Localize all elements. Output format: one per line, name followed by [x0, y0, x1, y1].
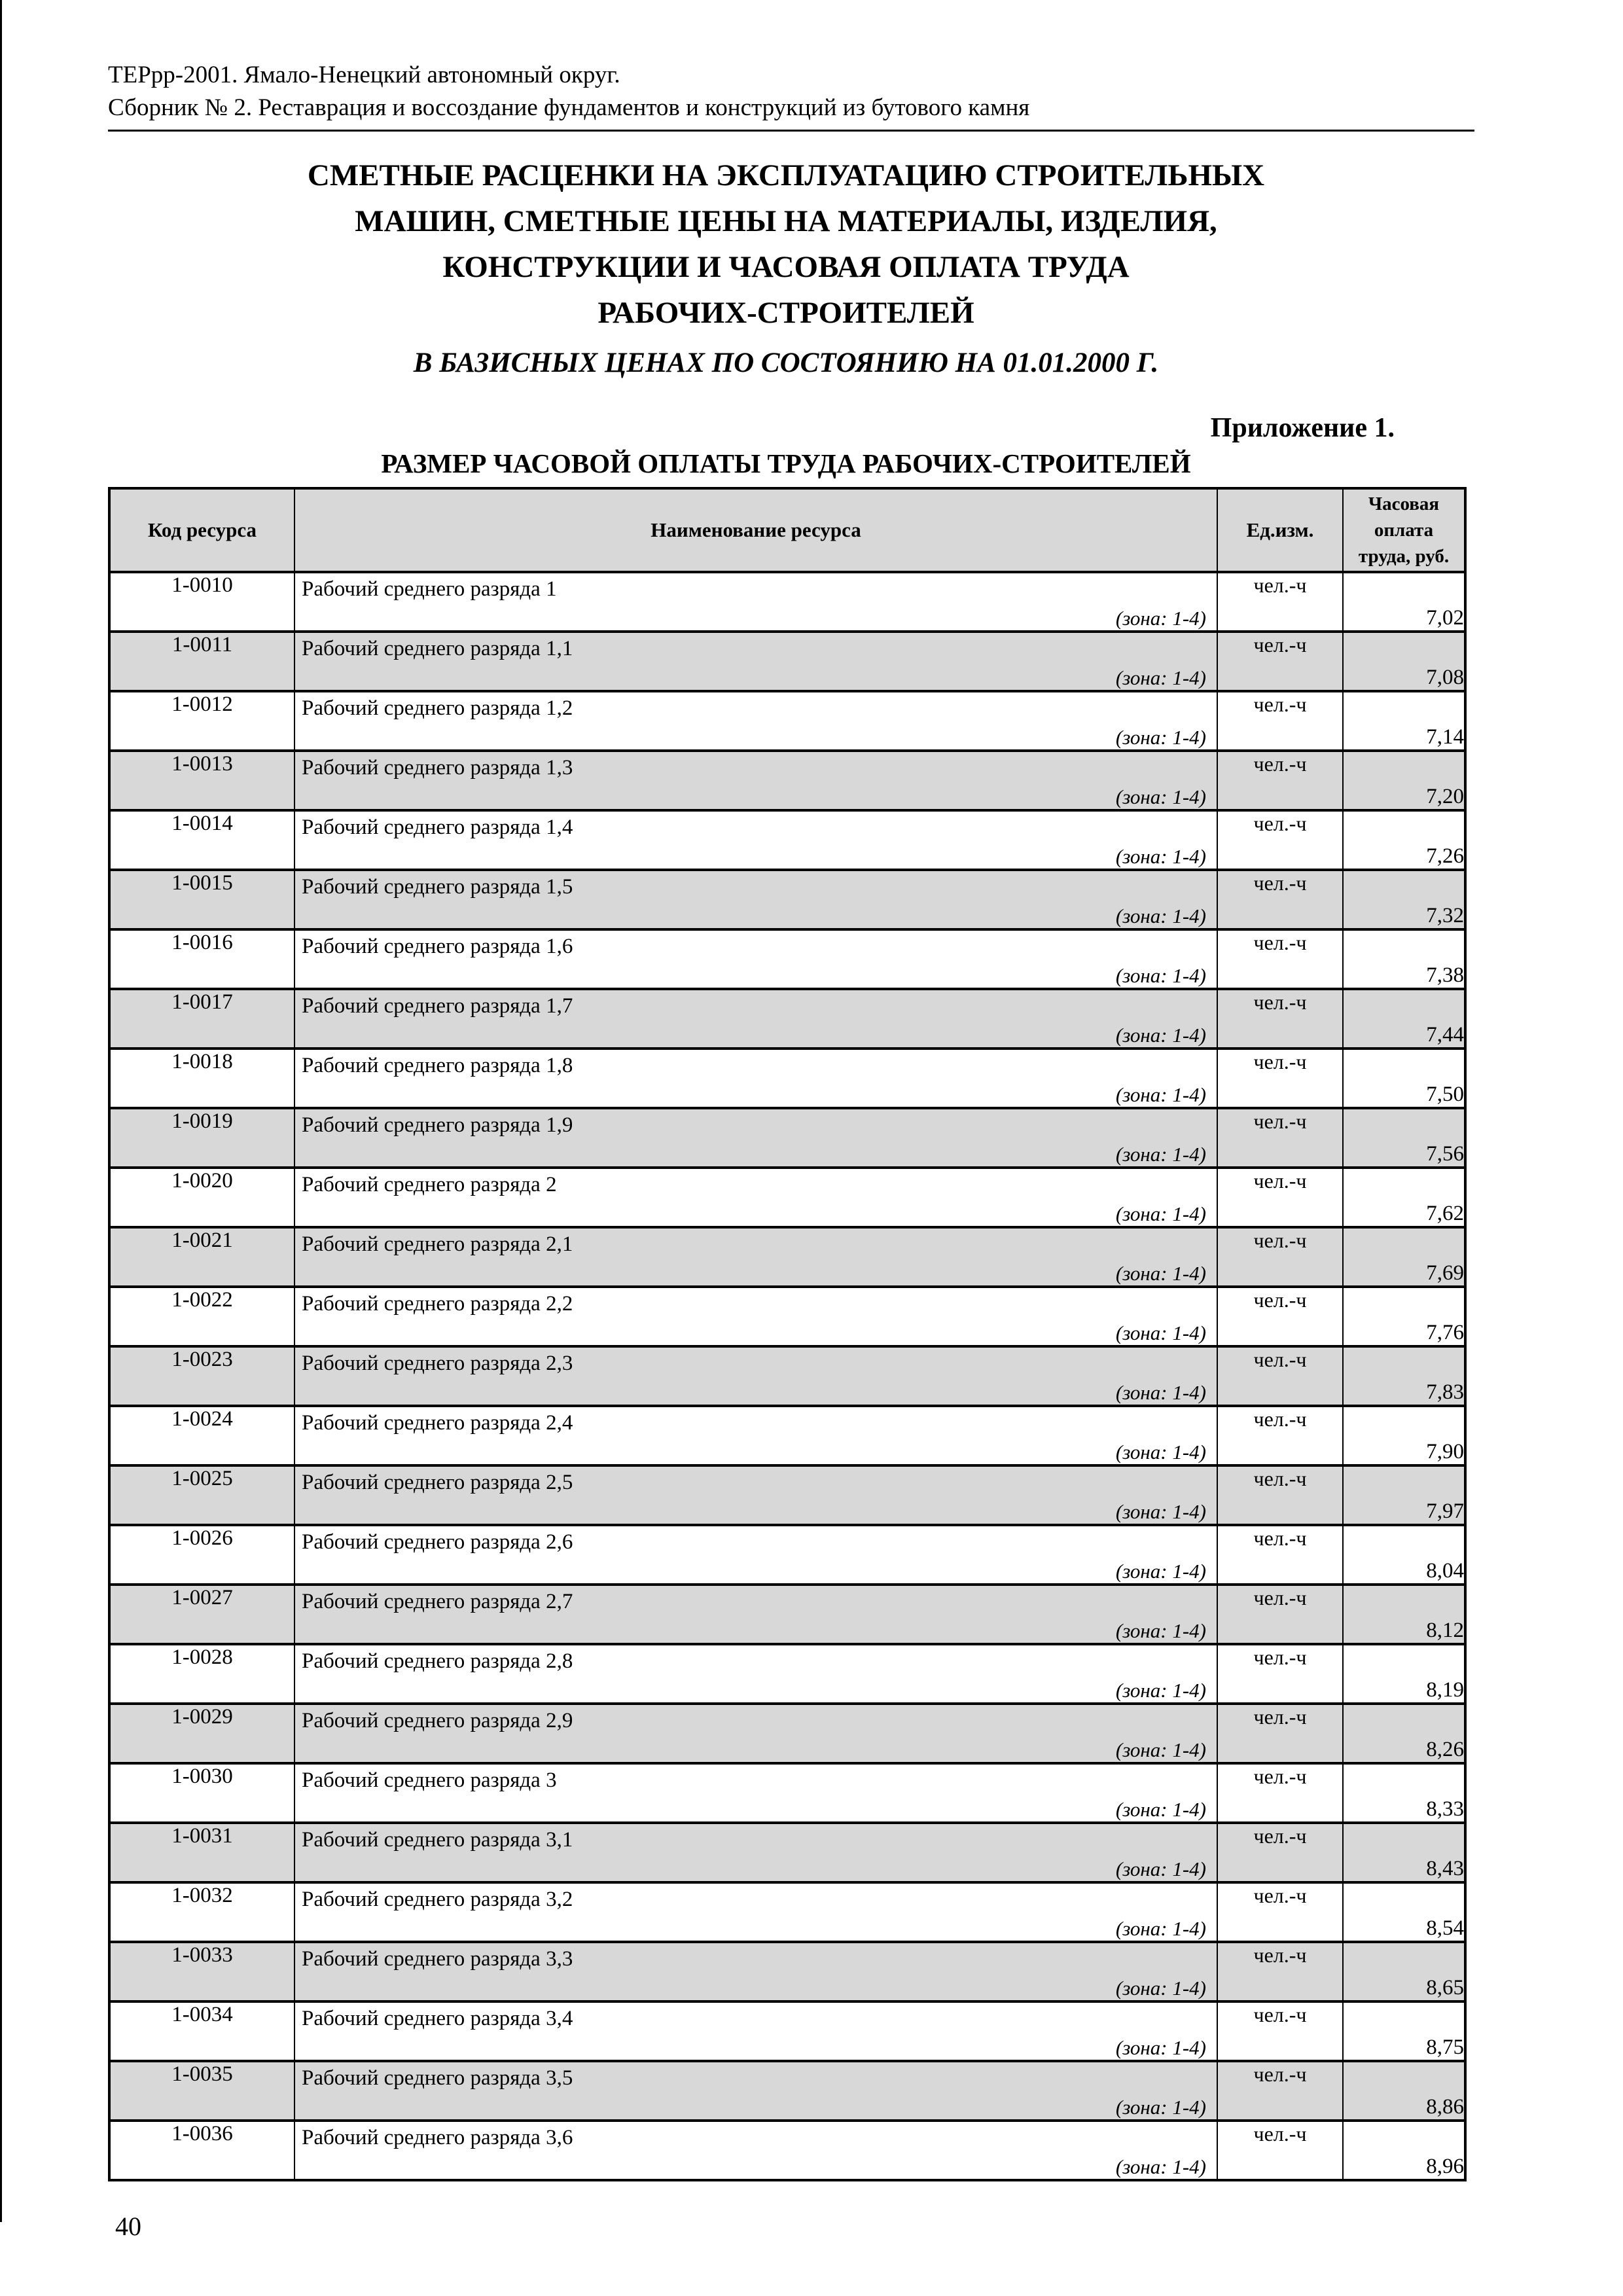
hourly-rate-value: 8,04 — [1343, 1525, 1465, 1585]
resource-name: Рабочий среднего разряда 3,2 — [302, 1888, 573, 1911]
hourly-rate-value: 7,56 — [1343, 1108, 1465, 1168]
resource-code: 1-0033 — [109, 1942, 294, 2001]
zone-note: (зона: 1-4) — [1115, 1560, 1206, 1583]
hourly-rate-value: 8,96 — [1343, 2121, 1465, 2180]
resource-code: 1-0032 — [109, 1882, 294, 1942]
unit-of-measure: чел.-ч — [1217, 751, 1343, 810]
zone-note: (зона: 1-4) — [1115, 1202, 1206, 1225]
resource-name: Рабочий среднего разряда 1,7 — [302, 994, 573, 1018]
hourly-rate-value: 7,83 — [1343, 1346, 1465, 1406]
title-line-4: РАБОЧИХ-СТРОИТЕЛЕЙ — [597, 296, 974, 330]
table-row — [109, 1882, 1465, 1942]
unit-of-measure: чел.-ч — [1217, 1763, 1343, 1823]
page-number: 40 — [115, 2212, 141, 2241]
resource-name-cell — [294, 1525, 1217, 1585]
table-row — [109, 1108, 1465, 1168]
zone-note: (зона: 1-4) — [1115, 666, 1206, 689]
resource-name: Рабочий среднего разряда 1,5 — [302, 875, 573, 899]
resource-name: Рабочий среднего разряда 3,1 — [302, 1828, 573, 1852]
unit-of-measure: чел.-ч — [1217, 870, 1343, 929]
resource-name-cell — [294, 1585, 1217, 1644]
zone-note: (зона: 1-4) — [1115, 1381, 1206, 1404]
zone-note: (зона: 1-4) — [1115, 785, 1206, 808]
resource-name: Рабочий среднего разряда 1,6 — [302, 935, 573, 958]
unit-of-measure: чел.-ч — [1217, 1108, 1343, 1168]
table-row — [109, 751, 1465, 810]
resource-name-cell — [294, 1406, 1217, 1465]
title-line-1: СМЕТНЫЕ РАСЦЕНКИ НА ЭКСПЛУАТАЦИЮ СТРОИТЕЛЬНЫХ — [307, 158, 1265, 192]
unit-of-measure: чел.-ч — [1217, 1465, 1343, 1525]
page-left-border — [0, 0, 2, 2222]
hourly-rates-table — [108, 487, 1467, 2181]
unit-of-measure: чел.-ч — [1217, 691, 1343, 751]
resource-name-cell — [294, 2001, 1217, 2061]
hourly-rate-value: 8,43 — [1343, 1823, 1465, 1882]
header-line-collection: ТЕРрр-2001. Ямало-Ненецкий автономный округ. — [108, 62, 620, 88]
unit-of-measure: чел.-ч — [1217, 1882, 1343, 1942]
resource-name-cell — [294, 929, 1217, 989]
resource-name: Рабочий среднего разряда 3,6 — [302, 2126, 573, 2149]
unit-of-measure: чел.-ч — [1217, 1168, 1343, 1227]
resource-code: 1-0023 — [109, 1346, 294, 1406]
resource-name-cell — [294, 632, 1217, 691]
resource-name-cell — [294, 810, 1217, 870]
table-row — [109, 572, 1465, 632]
col-header-rate-line2: оплата — [1374, 520, 1434, 541]
hourly-rate-value: 7,08 — [1343, 632, 1465, 691]
hourly-rate-value: 7,50 — [1343, 1049, 1465, 1108]
zone-note: (зона: 1-4) — [1115, 1024, 1206, 1047]
zone-note: (зона: 1-4) — [1115, 2036, 1206, 2059]
col-header-unit: Ед.изм. — [1217, 488, 1343, 572]
hourly-rate-value: 8,54 — [1343, 1882, 1465, 1942]
document-title — [108, 152, 1464, 336]
table-row — [109, 1525, 1465, 1585]
resource-name: Рабочий среднего разряда 1,4 — [302, 816, 573, 839]
resource-code: 1-0020 — [109, 1168, 294, 1227]
unit-of-measure: чел.-ч — [1217, 1704, 1343, 1763]
hourly-rate-value: 7,69 — [1343, 1227, 1465, 1287]
zone-note: (зона: 1-4) — [1115, 1441, 1206, 1463]
title-line-2: МАШИН, СМЕТНЫЕ ЦЕНЫ НА МАТЕРИАЛЫ, ИЗДЕЛИЯ, — [355, 204, 1217, 238]
table-row — [109, 2061, 1465, 2121]
resource-code: 1-0017 — [109, 989, 294, 1049]
unit-of-measure: чел.-ч — [1217, 2121, 1343, 2180]
unit-of-measure: чел.-ч — [1217, 1227, 1343, 1287]
resource-name-cell — [294, 1287, 1217, 1346]
resource-name: Рабочий среднего разряда 2,3 — [302, 1352, 573, 1375]
resource-name: Рабочий среднего разряда 1 — [302, 577, 557, 601]
table-row — [109, 2001, 1465, 2061]
table-row — [109, 2121, 1465, 2180]
zone-note: (зона: 1-4) — [1115, 1977, 1206, 2000]
hourly-rate-value: 7,44 — [1343, 989, 1465, 1049]
col-header-rate-line3: труда, руб. — [1358, 546, 1450, 567]
hourly-rate-value: 7,02 — [1343, 572, 1465, 632]
col-header-name: Наименование ресурса — [294, 488, 1217, 572]
zone-note: (зона: 1-4) — [1115, 1500, 1206, 1523]
unit-of-measure: чел.-ч — [1217, 989, 1343, 1049]
hourly-rate-value: 7,97 — [1343, 1465, 1465, 1525]
unit-of-measure: чел.-ч — [1217, 2061, 1343, 2121]
resource-code: 1-0024 — [109, 1406, 294, 1465]
resource-name-cell — [294, 1465, 1217, 1525]
resource-name: Рабочий среднего разряда 2,9 — [302, 1709, 573, 1732]
table-row — [109, 1346, 1465, 1406]
zone-note: (зона: 1-4) — [1115, 1917, 1206, 1940]
table-row — [109, 1227, 1465, 1287]
table-row — [109, 1406, 1465, 1465]
resource-code: 1-0012 — [109, 691, 294, 751]
resource-name: Рабочий среднего разряда 1,3 — [302, 756, 573, 780]
title-line-3: КОНСТРУКЦИИ И ЧАСОВАЯ ОПЛАТА ТРУДА — [442, 250, 1130, 284]
zone-note: (зона: 1-4) — [1115, 607, 1206, 630]
table-row — [109, 929, 1465, 989]
resource-name-cell — [294, 2121, 1217, 2180]
resource-code: 1-0011 — [109, 632, 294, 691]
resource-name-cell — [294, 572, 1217, 632]
resource-name-cell — [294, 1882, 1217, 1942]
resource-code: 1-0026 — [109, 1525, 294, 1585]
hourly-rate-value: 7,14 — [1343, 691, 1465, 751]
resource-code: 1-0027 — [109, 1585, 294, 1644]
hourly-rate-value: 8,75 — [1343, 2001, 1465, 2061]
resource-name: Рабочий среднего разряда 3,5 — [302, 2066, 573, 2090]
resource-code: 1-0021 — [109, 1227, 294, 1287]
table-row — [109, 1942, 1465, 2001]
resource-name: Рабочий среднего разряда 2,7 — [302, 1590, 573, 1613]
unit-of-measure: чел.-ч — [1217, 572, 1343, 632]
unit-of-measure: чел.-ч — [1217, 1049, 1343, 1108]
unit-of-measure: чел.-ч — [1217, 632, 1343, 691]
unit-of-measure: чел.-ч — [1217, 1644, 1343, 1704]
resource-code: 1-0030 — [109, 1763, 294, 1823]
table-title: РАЗМЕР ЧАСОВОЙ ОПЛАТЫ ТРУДА РАБОЧИХ-СТРОИТЕЛЕЙ — [381, 448, 1191, 478]
resource-name-cell — [294, 2061, 1217, 2121]
zone-note: (зона: 1-4) — [1115, 1798, 1206, 1821]
resource-name-cell — [294, 1763, 1217, 1823]
resource-name-cell — [294, 1942, 1217, 2001]
zone-note: (зона: 1-4) — [1115, 1143, 1206, 1166]
hourly-rate-value: 7,90 — [1343, 1406, 1465, 1465]
unit-of-measure: чел.-ч — [1217, 2001, 1343, 2061]
resource-name-cell — [294, 1346, 1217, 1406]
zone-note: (зона: 1-4) — [1115, 726, 1206, 749]
col-header-rate-line1: Часовая — [1368, 493, 1440, 514]
hourly-rate-value: 8,12 — [1343, 1585, 1465, 1644]
hourly-rate-value: 8,65 — [1343, 1942, 1465, 2001]
table-body — [109, 572, 1465, 2180]
zone-note: (зона: 1-4) — [1115, 1262, 1206, 1285]
resource-code: 1-0016 — [109, 929, 294, 989]
unit-of-measure: чел.-ч — [1217, 810, 1343, 870]
resource-name: Рабочий среднего разряда 3 — [302, 1768, 557, 1792]
table-row — [109, 1823, 1465, 1882]
zone-note: (зона: 1-4) — [1115, 2155, 1206, 2178]
resource-name-cell — [294, 1227, 1217, 1287]
resource-name: Рабочий среднего разряда 2,2 — [302, 1292, 573, 1316]
resource-name-cell — [294, 691, 1217, 751]
unit-of-measure: чел.-ч — [1217, 1346, 1343, 1406]
resource-name-cell — [294, 870, 1217, 929]
resource-code: 1-0022 — [109, 1287, 294, 1346]
zone-note: (зона: 1-4) — [1115, 1619, 1206, 1642]
resource-code: 1-0028 — [109, 1644, 294, 1704]
resource-code: 1-0031 — [109, 1823, 294, 1882]
resource-name: Рабочий среднего разряда 1,8 — [302, 1054, 573, 1077]
zone-note: (зона: 1-4) — [1115, 2096, 1206, 2119]
resource-name: Рабочий среднего разряда 2 — [302, 1173, 557, 1196]
hourly-rate-value: 7,38 — [1343, 929, 1465, 989]
table-row — [109, 1287, 1465, 1346]
resource-code: 1-0010 — [109, 572, 294, 632]
hourly-rate-value: 8,19 — [1343, 1644, 1465, 1704]
table-header — [109, 488, 1465, 572]
resource-name: Рабочий среднего разряда 1,1 — [302, 637, 573, 660]
table-row — [109, 1585, 1465, 1644]
resource-name: Рабочий среднего разряда 2,5 — [302, 1471, 573, 1494]
table-row — [109, 1049, 1465, 1108]
header-line-book: Сборник № 2. Реставрация и воссоздание фундаментов и конструкций из бутового камня — [108, 94, 1030, 121]
zone-note: (зона: 1-4) — [1115, 964, 1206, 987]
hourly-rate-value: 8,26 — [1343, 1704, 1465, 1763]
hourly-rate-value: 7,76 — [1343, 1287, 1465, 1346]
table-row — [109, 1644, 1465, 1704]
table-row — [109, 1168, 1465, 1227]
resource-name: Рабочий среднего разряда 1,2 — [302, 696, 573, 720]
unit-of-measure: чел.-ч — [1217, 1406, 1343, 1465]
hourly-rate-value: 8,33 — [1343, 1763, 1465, 1823]
col-header-rate — [1343, 488, 1465, 572]
unit-of-measure: чел.-ч — [1217, 1942, 1343, 2001]
table-row — [109, 1465, 1465, 1525]
page-header — [108, 59, 1474, 132]
zone-note: (зона: 1-4) — [1115, 1679, 1206, 1702]
table-row — [109, 989, 1465, 1049]
unit-of-measure: чел.-ч — [1217, 1585, 1343, 1644]
unit-of-measure: чел.-ч — [1217, 1823, 1343, 1882]
resource-code: 1-0036 — [109, 2121, 294, 2180]
resource-name: Рабочий среднего разряда 2,1 — [302, 1232, 573, 1256]
resource-name-cell — [294, 1168, 1217, 1227]
zone-note: (зона: 1-4) — [1115, 905, 1206, 927]
resource-name-cell — [294, 1644, 1217, 1704]
col-header-code: Код ресурса — [109, 488, 294, 572]
resource-name: Рабочий среднего разряда 2,6 — [302, 1530, 573, 1554]
resource-name-cell — [294, 1823, 1217, 1882]
hourly-rate-value: 8,86 — [1343, 2061, 1465, 2121]
unit-of-measure: чел.-ч — [1217, 1287, 1343, 1346]
resource-name-cell — [294, 751, 1217, 810]
resource-name-cell — [294, 1704, 1217, 1763]
resource-name: Рабочий среднего разряда 3,4 — [302, 2007, 573, 2030]
zone-note: (зона: 1-4) — [1115, 1083, 1206, 1106]
unit-of-measure: чел.-ч — [1217, 1525, 1343, 1585]
resource-name-cell — [294, 1049, 1217, 1108]
hourly-rate-value: 7,62 — [1343, 1168, 1465, 1227]
zone-note: (зона: 1-4) — [1115, 1321, 1206, 1344]
resource-name: Рабочий среднего разряда 2,8 — [302, 1649, 573, 1673]
unit-of-measure: чел.-ч — [1217, 929, 1343, 989]
zone-note: (зона: 1-4) — [1115, 1857, 1206, 1880]
resource-name: Рабочий среднего разряда 1,9 — [302, 1113, 573, 1137]
resource-code: 1-0034 — [109, 2001, 294, 2061]
hourly-rate-value: 7,20 — [1343, 751, 1465, 810]
resource-code: 1-0029 — [109, 1704, 294, 1763]
zone-note: (зона: 1-4) — [1115, 1738, 1206, 1761]
table-header-row — [109, 488, 1465, 572]
resource-name: Рабочий среднего разряда 3,3 — [302, 1947, 573, 1971]
hourly-rate-value: 7,26 — [1343, 810, 1465, 870]
document-subtitle: В БАЗИСНЫХ ЦЕНАХ ПО СОСТОЯНИЮ НА 01.01.2000 Г. — [413, 348, 1159, 378]
table-row — [109, 691, 1465, 751]
appendix-label: Приложение 1. — [1210, 413, 1395, 443]
resource-code: 1-0014 — [109, 810, 294, 870]
resource-code: 1-0019 — [109, 1108, 294, 1168]
resource-code: 1-0035 — [109, 2061, 294, 2121]
table-row — [109, 810, 1465, 870]
table-row — [109, 1704, 1465, 1763]
resource-name: Рабочий среднего разряда 2,4 — [302, 1411, 573, 1435]
resource-code: 1-0013 — [109, 751, 294, 810]
resource-code: 1-0025 — [109, 1465, 294, 1525]
table-row — [109, 1763, 1465, 1823]
resource-code: 1-0018 — [109, 1049, 294, 1108]
resource-name-cell — [294, 1108, 1217, 1168]
resource-name-cell — [294, 989, 1217, 1049]
table-row — [109, 632, 1465, 691]
resource-code: 1-0015 — [109, 870, 294, 929]
zone-note: (зона: 1-4) — [1115, 845, 1206, 868]
table-row — [109, 870, 1465, 929]
hourly-rate-value: 7,32 — [1343, 870, 1465, 929]
